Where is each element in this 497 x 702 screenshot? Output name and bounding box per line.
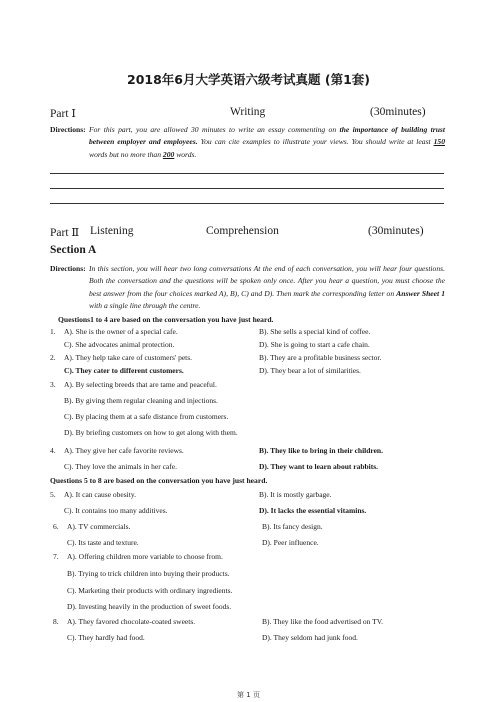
question-number: 6. [53,522,59,531]
question-number: 7. [53,552,59,561]
option-d: D). Peer influence. [262,538,319,547]
option-a: A). They give her cafe favorite reviews. [64,446,184,455]
option-b: B). Its fancy design. [262,522,323,531]
option-d: D). By briefing customers on how to get along with them. [64,428,238,437]
option-a: A). They favored chocolate-coated sweets. [67,617,196,626]
option-a: A). By selecting breeds that are tame and peaceful. [64,380,217,389]
option-c: C). Marketing their products with ordinary ingredients. [67,586,233,595]
part2-name1: Listening [90,225,134,237]
option-d: D). They bear a lot of similarities. [259,366,361,375]
option-d: D). Investing heavily in the production of sweet foods. [67,602,232,611]
option-b: B). She sells a special kind of coffee. [259,327,371,336]
option-d: D). It lacks the essential vitamins. [259,506,367,515]
answer-sheet: Answer Sheet 1 [396,288,445,298]
option-b: B). Trying to trick children into buying their products. [67,569,230,578]
question-group-1: Questions1 to 4 are based on the conversation you have just heard. [58,315,274,324]
option-a: A). TV commercials. [67,522,131,531]
option-a: A). They help take care of customers' pets. [64,353,193,362]
question-number: 3. [50,380,56,389]
option-d: D). They want to learn about rabbits. [259,462,379,471]
directions-label: Directions: [50,125,86,134]
part1-label: Part Ⅰ [50,108,76,120]
option-b: B). They like to bring in their children. [259,446,383,455]
directions-text: In this section, you will hear two long conversations At the end of each conversation, you will hear four questions. Both the conversation and the questions will be spoken only once. After you hear a question, you must choose the best answer from the four choices marked A), B), C) and D). Then mark the corresponding letter on Answer Sheet 1 with a single line through the centre. [89,264,445,311]
option-b: B). It is mostly garbage. [259,490,332,499]
writing-line [50,173,444,174]
min-words: 150 [433,137,445,147]
option-a: A). Offering children more variable to choose from. [67,552,223,561]
option-c: C). Its taste and texture. [67,538,139,547]
option-d: D). She is going to start a cafe chain. [259,340,370,349]
option-a: A). It can cause obesity. [64,490,136,499]
writing-line [50,188,444,189]
option-c: C). By placing them at a safe distance from customers. [64,412,229,421]
question-group-2: Questions 5 to 8 are based on the conversation you have just heard. [50,476,268,485]
question-number: 1. [50,327,56,336]
part2-directions [50,263,445,315]
question-number: 4. [50,446,56,455]
option-c: C). It contains too many additives. [64,506,168,515]
option-c: C). They hardly had food. [67,633,145,642]
part1-name: Writing [230,106,266,118]
directions-text: For this part, you are allowed 30 minutes to write an essay commenting on the importance of building trust between employer and employees. You can cite examples to illustrate your views. You should write at least 150 words but no more than 200 words. [89,125,445,159]
page-title: 2018年6月大学英语六级考试真题 (第1套) [127,72,370,87]
option-b: B). By giving them regular cleaning and injections. [64,396,218,405]
question-number: 8. [53,617,59,626]
option-c: C). They cater to different customers. [64,366,184,375]
question-number: 5. [50,490,56,499]
question-number: 2. [50,353,56,362]
option-a: A). She is the owner of a special cafe. [64,327,178,336]
part1-time: (30minutes) [370,106,426,118]
section-a-title: Section A [50,244,97,256]
max-words: 200 [162,149,175,159]
part2-label: Part Ⅱ [50,227,80,239]
option-d: D). They seldom had junk food. [262,633,358,642]
option-b: B). They are a profitable business sector. [259,353,382,362]
part1-directions [50,124,445,164]
option-c: C). She advocates animal protection. [64,340,175,349]
page-number: 第 1 页 [237,691,260,699]
part2-name2: Comprehension [206,225,279,237]
option-c: C). They love the animals in her cafe. [64,462,177,471]
writing-line [50,203,444,204]
option-b: B). They like the food advertised on TV. [262,617,384,626]
part2-time: (30minutes) [368,225,424,237]
directions-label: Directions: [50,264,86,273]
